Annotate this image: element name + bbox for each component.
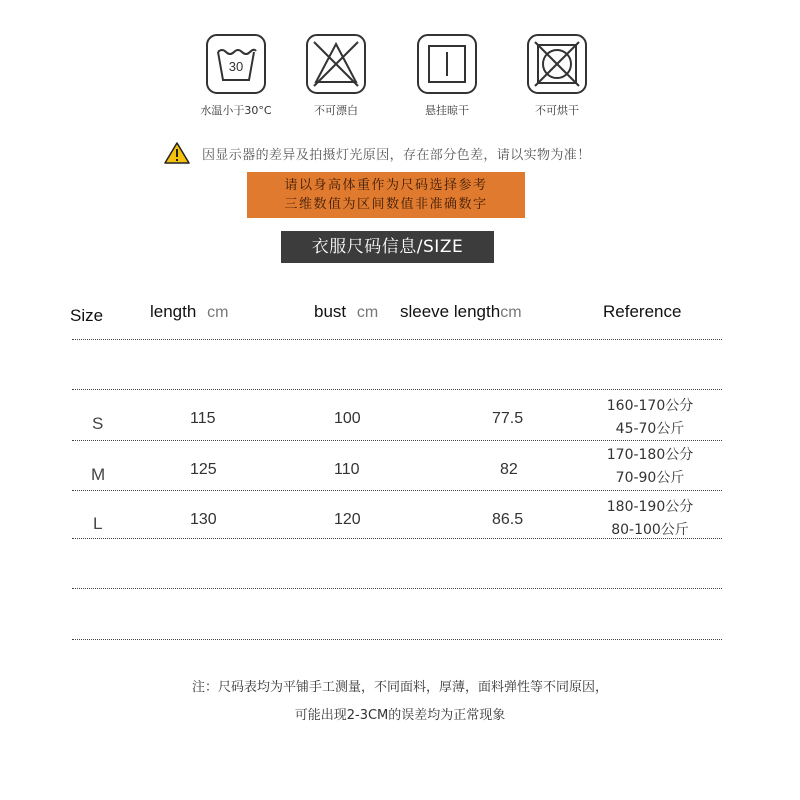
warning-triangle-icon [164, 142, 190, 164]
row-reference [590, 496, 710, 542]
table-divider [72, 389, 722, 390]
row-reference [590, 444, 710, 490]
size-notice-box [247, 172, 525, 218]
row-length: 125 [190, 461, 217, 478]
header-size: Size [70, 306, 104, 325]
row-weight: 45-70公斤 [615, 421, 685, 437]
row-bust: 110 [334, 461, 360, 478]
row-sleeve: 77.5 [492, 410, 524, 427]
color-warning [164, 141, 591, 165]
header-length [150, 302, 228, 322]
table-divider [72, 339, 722, 340]
header-sleeve [400, 302, 522, 322]
care-symbols [0, 34, 800, 124]
row-sleeve: 82 [500, 461, 518, 478]
row-reference [590, 395, 710, 441]
notice-line-2: 三维数值为区间数值非准确数字 [284, 197, 488, 212]
care-item-bleach [276, 34, 396, 118]
header-bust [314, 302, 378, 322]
row-height: 160-170公分 [606, 398, 694, 414]
row-size: L [93, 514, 103, 533]
row-bust: 120 [334, 511, 361, 528]
header-length-unit: cm [207, 304, 229, 321]
wash-temp-text: 30 [228, 59, 244, 74]
row-length: 130 [190, 511, 217, 528]
row-size: M [91, 465, 106, 484]
table-divider [72, 490, 722, 491]
care-label-bleach: 不可漂白 [314, 104, 358, 117]
header-length-label: length [150, 302, 197, 321]
wash-30-icon [206, 34, 266, 94]
row-size: S [92, 414, 104, 433]
header-sleeve-unit: cm [500, 304, 522, 321]
row-length: 115 [190, 410, 216, 427]
care-label-dry: 不可烘干 [535, 104, 579, 117]
row-weight: 70-90公斤 [615, 470, 685, 486]
table-divider [72, 639, 722, 640]
no-bleach-icon [306, 34, 366, 94]
row-bust: 100 [334, 410, 361, 427]
care-label-wash: 水温小于30°C [200, 104, 272, 117]
note-line-1: 注：尺码表均为平铺手工测量，不同面料，厚薄，面料弹性等不同原因， [191, 680, 608, 695]
note-line-2: 可能出现2-3CM的误差均为正常现象 [294, 708, 506, 723]
no-tumble-dry-icon [527, 34, 587, 94]
section-title: 衣服尺码信息/SIZE [281, 231, 494, 263]
care-item-dry [497, 34, 617, 118]
care-label-hang: 悬挂晾干 [425, 104, 469, 117]
warning-text: 因显示器的差异及拍摄灯光原因，存在部分色差，请以实物为准！ [202, 147, 591, 163]
row-height: 180-190公分 [606, 499, 694, 515]
row-height: 170-180公分 [606, 447, 694, 463]
header-bust-label: bust [314, 302, 347, 321]
header-reference: Reference [603, 302, 682, 321]
care-item-hang [387, 34, 507, 118]
notice-line-1: 请以身高体重作为尺码选择参考 [284, 178, 488, 193]
row-weight: 80-100公斤 [611, 522, 689, 538]
header-sleeve-label: sleeve length [400, 302, 501, 321]
row-sleeve: 86.5 [492, 511, 524, 528]
hang-dry-icon [417, 34, 477, 94]
header-bust-unit: cm [356, 304, 379, 321]
table-divider [72, 588, 722, 589]
